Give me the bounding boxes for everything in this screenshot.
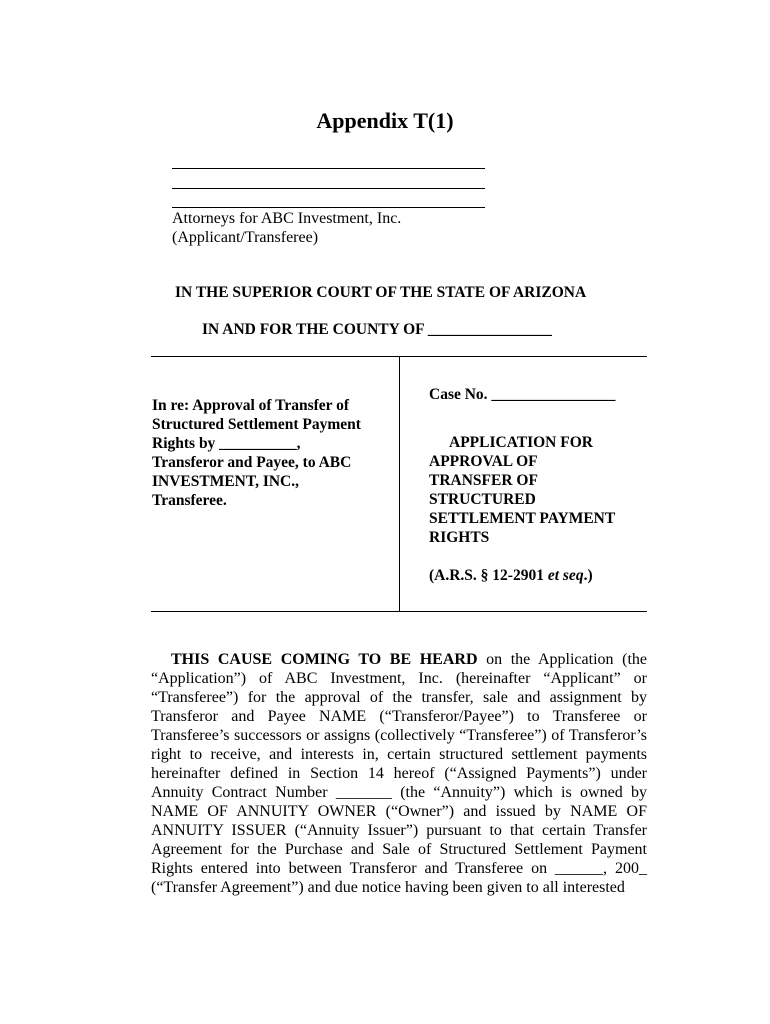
caption-bottom-rule (151, 611, 647, 612)
case-number: Case No. ________________ (429, 386, 616, 403)
application-title-line: STRUCTURED (429, 491, 536, 508)
statute-italic: et seq (547, 567, 584, 584)
case-caption (152, 396, 397, 510)
application-title-line: APPROVAL OF (429, 453, 538, 470)
application-title-line: TRANSFER OF (429, 472, 538, 489)
caption-line: INVESTMENT, INC., (152, 473, 299, 490)
attorney-line: Attorneys for ABC Investment, Inc. (172, 210, 402, 227)
attorney-line: (Applicant/Transferee) (172, 229, 319, 246)
caption-line: In re: Approval of Transfer of (152, 397, 350, 414)
caption-line: Transferee. (152, 492, 227, 509)
attorney-blank-line-1 (172, 168, 485, 169)
attorney-blank-line-3 (172, 207, 485, 208)
caption-line: Transferor and Payee, to ABC (152, 454, 352, 471)
court-heading-line-2: IN AND FOR THE COUNTY OF ________________ (202, 321, 552, 338)
caption-line: Rights by __________, (152, 435, 301, 452)
statute-prefix: (A.R.S. § 12-2901 (429, 567, 548, 584)
application-title (429, 433, 649, 547)
application-title-line: APPLICATION FOR (449, 434, 593, 451)
body-lead: THIS CAUSE COMING TO BE HEARD (171, 651, 478, 668)
attorney-block (172, 209, 401, 247)
application-title-line: SETTLEMENT PAYMENT (429, 510, 616, 527)
attorney-blank-line-2 (172, 188, 485, 189)
statute-citation (429, 567, 593, 585)
caption-line: Structured Settlement Payment (152, 416, 361, 433)
body-text: on the Application (the “Application”) of ABC Investment, Inc. (hereinafter “Applicant” or “Transferee”) for the approval of the transfer, sale and assignment by Transferor and Payee NAME (“Transferor/Payee”) to Transferee or Transferee’s successors or assigns (collectively “Transferee”) of Transferor’s right to receive, and interests in, certain structured settlement payments hereinafter defined in Section 14 hereof (“Assigned Payments”) under Annuity Contract Number _______ (the “Annuity”) which is owned by NAME OF ANNUITY OWNER (“Owner”) and issued by NAME OF ANNUITY ISSUER (“Annuity Issuer”) pursuant to that certain Transfer Agreement for the Purchase and Sale of Structured Settlement Payment Rights entered into between Transferor and Transferee on ______, 200_ (“Transfer Agreement”) and due notice having been given to all interested (151, 651, 648, 896)
page-title: Appendix T(1) (316, 108, 454, 133)
caption-divider (399, 357, 400, 611)
application-title-line: RIGHTS (429, 529, 490, 546)
court-heading-line-1: IN THE SUPERIOR COURT OF THE STATE OF ARIZONA (175, 284, 587, 301)
statute-suffix: .) (583, 567, 593, 584)
body-paragraph (151, 650, 647, 897)
